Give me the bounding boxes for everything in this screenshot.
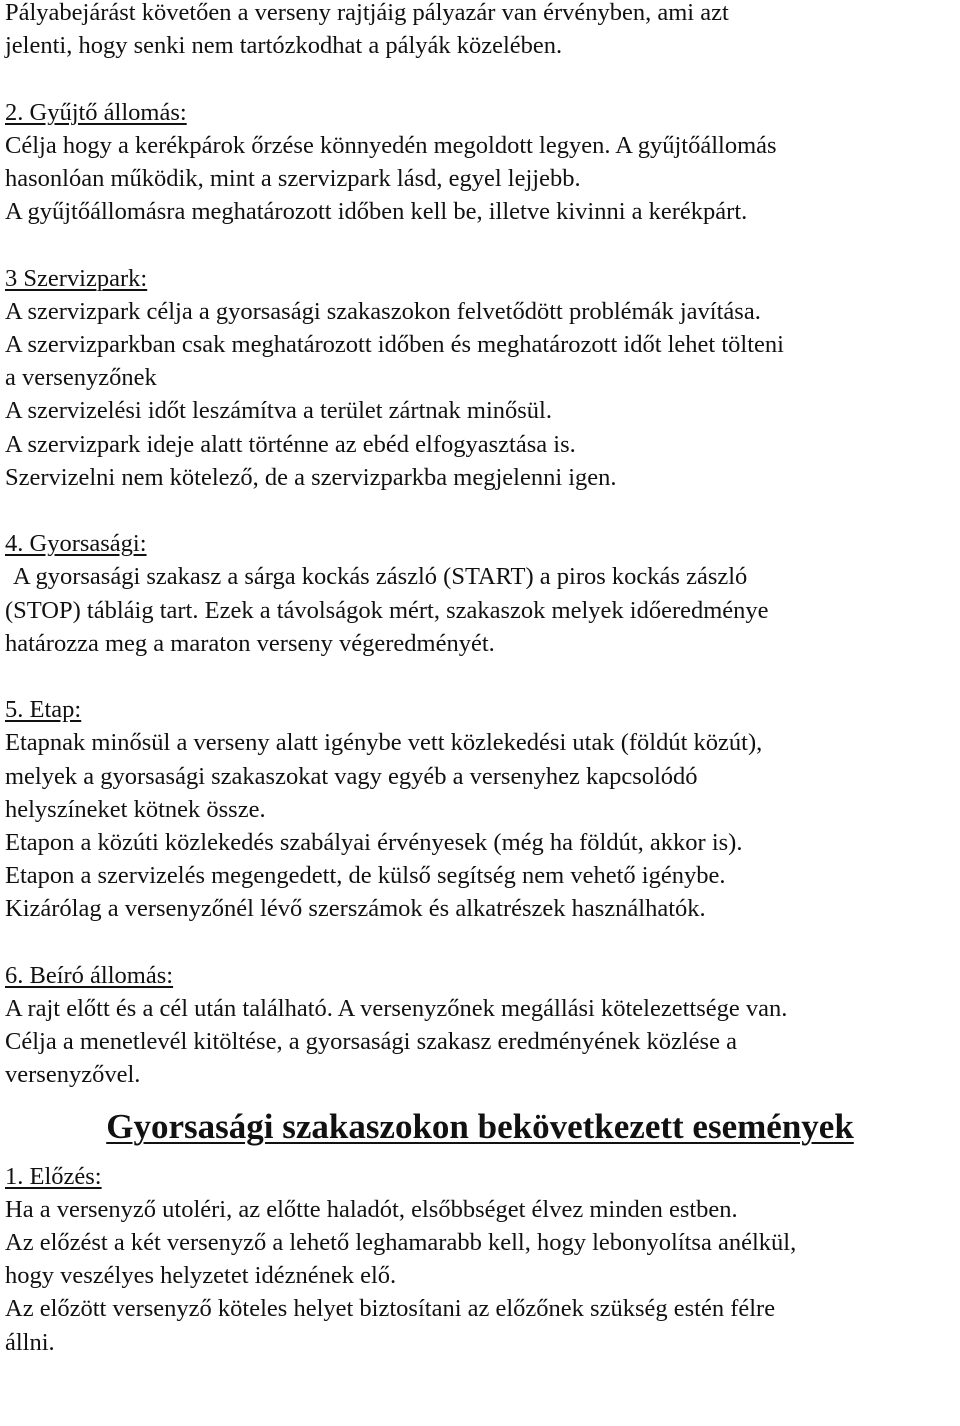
text-line: A szervizpark célja a gyorsasági szakaszokon felvetődött problémák javítása. [5,297,761,325]
section-gyujto-allomas [5,96,955,229]
text-line: Etapon a közúti közlekedés szabályai érvényesek (még ha földút, akkor is). [5,829,743,857]
text-line: Pályabejárást követően a verseny rajtjáig pályazár van érvényben, ami azt [5,0,729,26]
text-line: Szervizelni nem kötelező, de a szervizparkba megjelenni igen. [5,463,617,491]
paragraph-gap [5,494,955,527]
text-line: állni. [5,1328,55,1356]
text-line: Célja a menetlevél kitöltése, a gyorsasági szakasz eredményének közlése a [5,1028,737,1056]
document-page [5,0,955,1359]
paragraph-gap [5,62,955,95]
text-line: A szervizparkban csak meghatározott időben és meghatározott időt lehet tölteni [5,331,784,358]
text-line: A gyűjtőállomásra meghatározott időben kell be, illetve kivinni a kerékpárt. [5,198,748,226]
section-heading: 3 Szervizpark: [5,264,148,292]
section-heading: 1. Előzés: [5,1162,102,1190]
section-beiro-allomas [5,959,955,1092]
text-line: versenyzővel. [5,1061,141,1089]
text-line: helyszíneket kötnek össze. [5,795,266,823]
intro-paragraph [5,0,955,62]
text-line: Etapnak minősül a verseny alatt igénybe vett közlekedési utak (földút közút), [5,729,763,757]
text-line: a versenyzőnek [5,364,157,392]
section-heading: 4. Gyorsasági: [5,530,147,558]
section-szervizpark [5,262,955,494]
text-line: hogy veszélyes helyzetet idéznének elő. [5,1262,397,1290]
text-line: Célja hogy a kerékpárok őrzése könnyedén megoldott legyen. A gyűjtőállomás [5,131,777,159]
paragraph-gap [5,228,955,261]
text-line: melyek a gyorsasági szakaszokat vagy egyéb a versenyhez kapcsolódó [5,762,698,790]
text-line: hasonlóan működik, mint a szervizpark lásd, egyel lejjebb. [5,165,581,192]
page-section-title: Gyorsasági szakaszokon bekövetkezett események [106,1106,854,1146]
text-line: A szervizelési időt leszámítva a terület zártnak minősül. [5,397,552,425]
text-line: Etapon a szervizelés megengedett, de külső segítség nem vehető igénybe. [5,862,726,890]
text-line: Ha a versenyző utoléri, az előtte haladót, elsőbbséget élvez minden estben. [5,1195,738,1223]
text-line: jelenti, hogy senki nem tartózkodhat a pályák közelében. [5,32,563,60]
section-gyorsasagi [5,527,955,660]
paragraph-gap [5,660,955,693]
section-etap [5,693,955,925]
text-line: A szervizpark ideje alatt történne az ebéd elfogyasztása is. [5,430,576,458]
text-line: Az előzést a két versenyző a lehető leghamarabb kell, hogy lebonyolítsa anélkül, [5,1229,797,1257]
paragraph-gap [5,926,955,959]
section-heading: 5. Etap: [5,696,82,724]
section-heading: 2. Gyűjtő állomás: [5,98,187,126]
text-line: A rajt előtt és a cél után található. A versenyzőnek megállási kötelezettsége van. [5,995,788,1023]
text-line: (STOP) tábláig tart. Ezek a távolságok mért, szakaszok melyek időeredménye [5,596,769,624]
text-line: Kizárólag a versenyzőnél lévő szerszámok és alkatrészek használhatók. [5,895,706,923]
text-line: határozza meg a maraton verseny végeredményét. [5,629,495,657]
section-elozes [5,1160,955,1359]
text-line: A gyorsasági szakasz a sárga kockás zászló (START) a piros kockás zászló [13,563,748,591]
section-heading: 6. Beíró állomás: [5,961,174,989]
text-line: Az előzött versenyző köteles helyet biztosítani az előzőnek szükség estén félre [5,1295,776,1323]
